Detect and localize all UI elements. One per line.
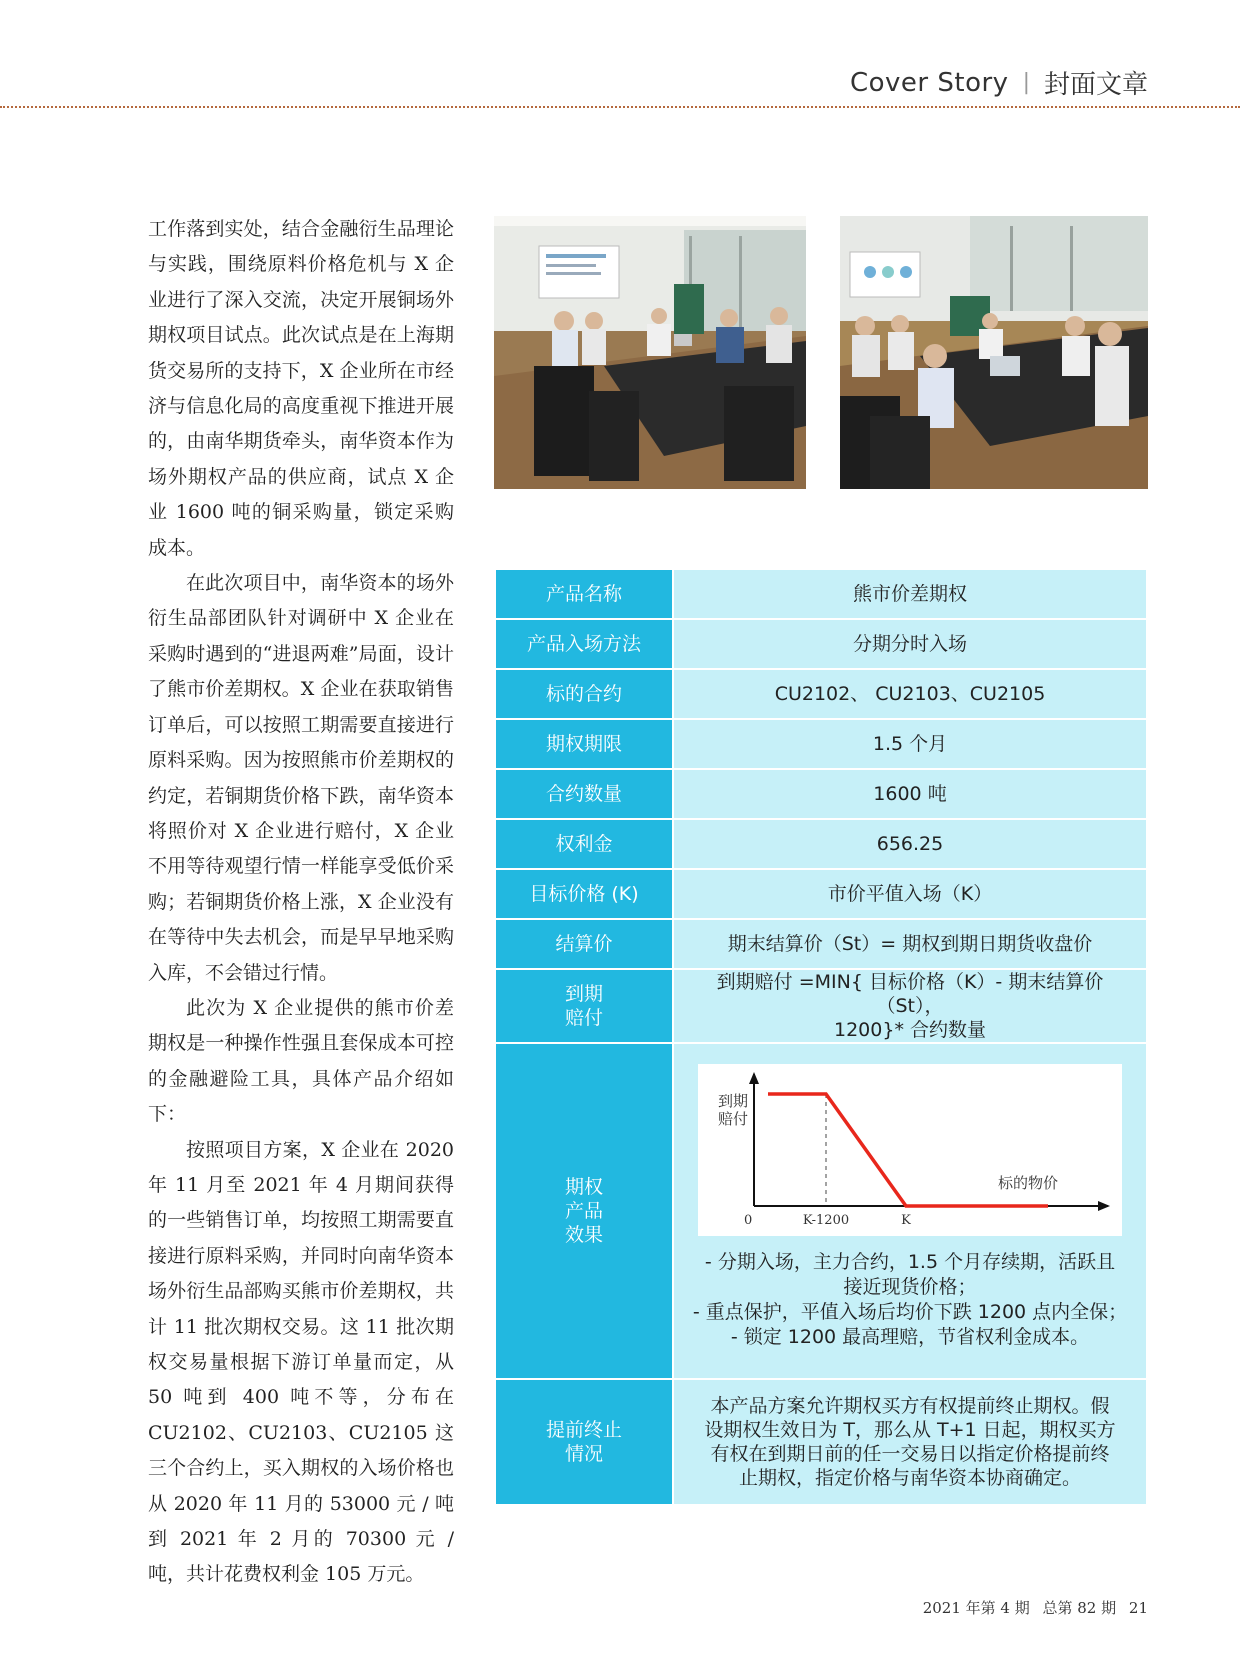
table-row	[495, 619, 1147, 669]
row-label: 标的合约	[495, 669, 673, 719]
early-value	[673, 1379, 1147, 1505]
row-value: 1600 吨	[673, 769, 1147, 819]
paragraph-4: 按照项目方案，X 企业在 2020 年 11 月至 2021 年 4 月期间获得的一些销售订单，均按照工期需要直接进行原料采购，并同时向南华资本场外衍生品部购买熊市价差期权，共计 11 批次期权交易。这 11 批次期权交易量根据下游订单量而定，从 50 吨到 400 吨不等，分布在 CU2102、CU2103、CU2105 这三个合约上，买入期权的入场价格也从 2020 年 11 月的 53000 元 / 吨到 2021 年 2 月的 70300 元 / 吨，共计花费权利金 105 万元。	[148, 1138, 454, 1586]
row-value: CU2102、 CU2103、CU2105	[673, 669, 1147, 719]
payoff-label-line: 到期	[564, 983, 603, 1005]
payoff-formula-line: 到期赔付 =MIN{ 目标价格（K）- 期末结算价（St），	[716, 971, 1104, 1017]
early-label-line: 情况	[564, 1443, 603, 1465]
article-body	[148, 212, 454, 1593]
tick-label-k: K	[901, 1213, 911, 1228]
table-row-early-termination	[495, 1379, 1147, 1505]
tick-label-k-1200: K-1200	[802, 1213, 850, 1228]
row-value: 656.25	[673, 819, 1147, 869]
header-divider	[0, 106, 1240, 108]
y-axis-label-line: 到期	[718, 1092, 749, 1110]
page-footer	[915, 1597, 1148, 1618]
row-value: 期末结算价（St）= 期权到期日期货收盘价	[673, 919, 1147, 969]
section-title-cn: 封面文章	[1043, 70, 1148, 100]
table-row	[495, 719, 1147, 769]
effect-label-line: 产品	[564, 1200, 603, 1222]
table-row	[495, 869, 1147, 919]
effect-notes	[684, 1250, 1136, 1350]
paragraph-2: 在此次项目中，南华资本的场外衍生品部团队针对调研中 X 企业在采购时遇到的“进退两难”局面，设计了熊市价差期权。X 企业在获取销售订单后，可以按照工期需要直接进行原料采购。因为按照熊市价差期权的约定，若铜期货价格下跌，南华资本将照价对 X 企业进行赔付，X 企业不用等待观望行情一样能享受低价采购；若铜期货价格上涨，X 企业没有在等待中失去机会，而是早早地采购入库，不会错过行情。	[148, 572, 454, 984]
table-row	[495, 819, 1147, 869]
effect-cell	[673, 1043, 1147, 1379]
row-label: 目标价格 (K)	[495, 869, 673, 919]
meeting-photo-1	[494, 216, 806, 489]
payoff-chart-svg	[698, 1064, 1122, 1236]
table-row	[495, 769, 1147, 819]
payoff-chart	[698, 1064, 1122, 1236]
payoff-label	[495, 969, 673, 1043]
early-value-line: 设期权生效日为 T，那么从 T+1 日起，期权买方	[704, 1419, 1116, 1441]
page-header	[850, 64, 1148, 101]
product-table	[494, 568, 1148, 1506]
effect-label-line: 效果	[564, 1224, 603, 1246]
effect-label	[495, 1043, 673, 1379]
early-value-line: 止期权，指定价格与南华资本协商确定。	[738, 1467, 1081, 1489]
section-title-en: Cover Story	[849, 67, 1009, 98]
paragraph-1: 工作落到实处，结合金融衍生品理论与实践，围绕原料价格危机与 X 企业进行了深入交流，决定开展铜场外期权项目试点。此次试点是在上海期货交易所的支持下，X 企业所在市经济与信息化局的高度重视下推进开展的，由南华期货牵头，南华资本作为场外期权产品的供应商，试点 X 企业 1600 吨的铜采购量，锁定采购成本。	[148, 218, 454, 559]
row-value: 熊市价差期权	[673, 569, 1147, 619]
row-label: 产品入场方法	[495, 619, 673, 669]
row-label: 产品名称	[495, 569, 673, 619]
meeting-photo-2	[840, 216, 1148, 489]
effect-label-line: 期权	[564, 1176, 603, 1198]
page-number: 21	[1128, 1599, 1148, 1617]
early-label	[495, 1379, 673, 1505]
early-label-line: 提前终止	[545, 1419, 622, 1441]
issue-number: 2021 年第 4 期	[922, 1599, 1030, 1617]
row-value: 分期分时入场	[673, 619, 1147, 669]
table-row	[495, 919, 1147, 969]
row-label: 期权期限	[495, 719, 673, 769]
row-label: 权利金	[495, 819, 673, 869]
y-axis-label-line: 赔付	[718, 1110, 749, 1128]
effect-note: - 重点保护，平值入场后均价下跌 1200 点内全保；	[692, 1301, 1128, 1323]
payoff-formula-line: 1200}* 合约数量	[834, 1019, 986, 1041]
title-separator: |	[1022, 70, 1030, 95]
table-row-effect	[495, 1043, 1147, 1379]
payoff-formula	[673, 969, 1147, 1043]
early-value-line: 本产品方案允许期权买方有权提前终止期权。假	[710, 1395, 1110, 1417]
row-label: 结算价	[495, 919, 673, 969]
total-issue-number: 总第 82 期	[1042, 1599, 1117, 1617]
effect-note: - 分期入场，主力合约，1.5 个月存续期，活跃且	[704, 1251, 1116, 1273]
effect-note: - 锁定 1200 最高理赔，节省权利金成本。	[730, 1326, 1090, 1348]
early-value-line: 有权在到期日前的任一交易日以指定价格提前终	[710, 1443, 1110, 1465]
row-value: 市价平值入场（K）	[673, 869, 1147, 919]
payoff-label-line: 赔付	[564, 1007, 603, 1029]
row-label: 合约数量	[495, 769, 673, 819]
x-axis-label: 标的物价	[998, 1174, 1059, 1192]
effect-note: 接近现货价格；	[843, 1276, 977, 1298]
table-row	[495, 569, 1147, 619]
tick-label-0: 0	[744, 1213, 753, 1228]
row-value: 1.5 个月	[673, 719, 1147, 769]
table-row	[495, 669, 1147, 719]
table-row-payoff	[495, 969, 1147, 1043]
paragraph-3: 此次为 X 企业提供的熊市价差期权是一种操作性强且套保成本可控的金融避险工具，具体产品介绍如下：	[148, 996, 454, 1126]
